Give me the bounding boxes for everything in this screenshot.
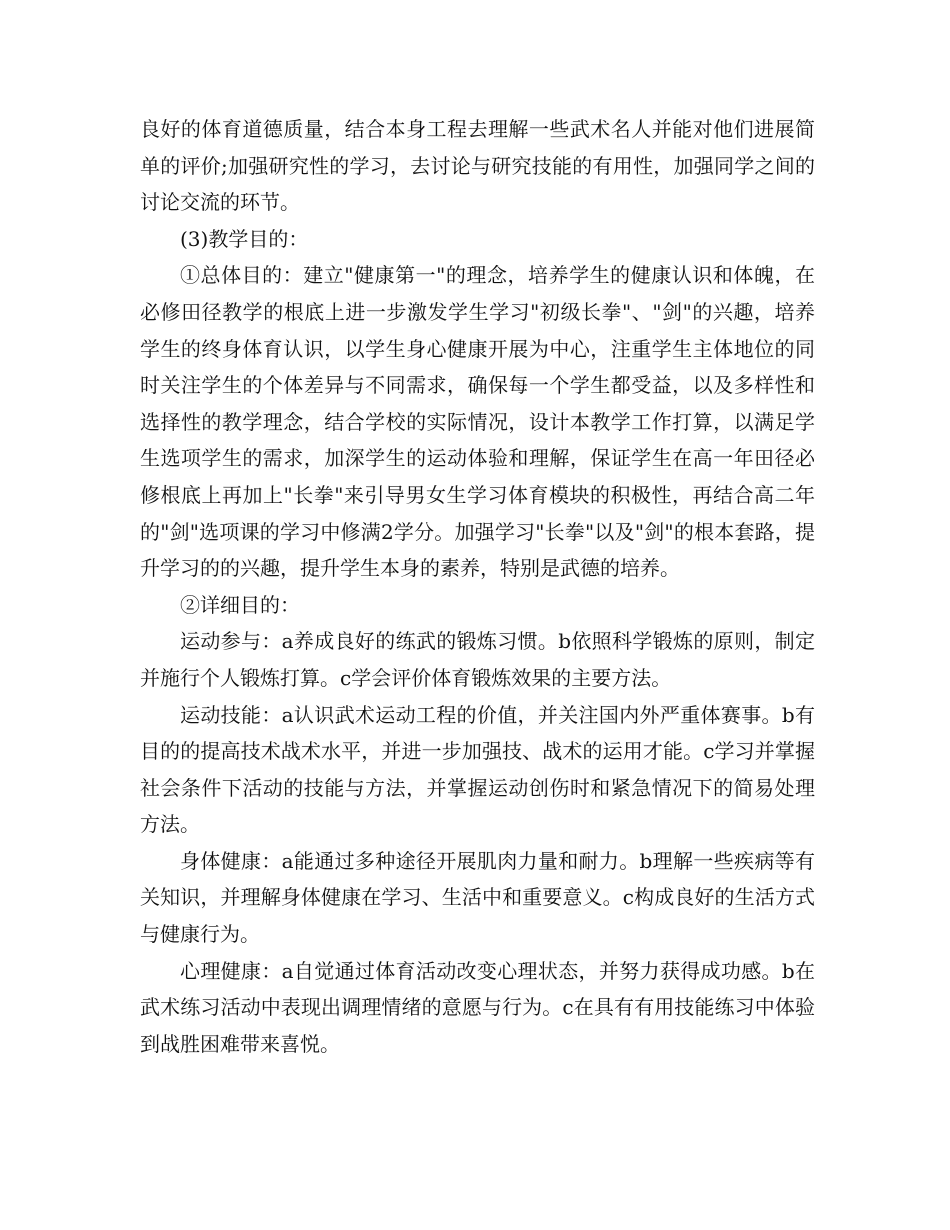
subheading-detailed-goals: ②详细目的： xyxy=(180,592,300,617)
section-heading-teaching-goals: (3)教学目的： xyxy=(180,226,309,251)
paragraph-continuation: 良好的体育道德质量，结合本身工程去理解一些武术名人并能对他们进展简单的评价;加强研究性的学习，去讨论与研究技能的有用性，加强同学之间的讨论交流的环节。 xyxy=(140,117,815,215)
paragraph-physical-health: 身体健康：a能通过多种途径开展肌肉力量和耐力。b理解一些疾病等有关知识，并理解身体健康在学习、生活中和重要意义。c构成良好的生活方式与健康行为。 xyxy=(140,848,815,947)
paragraph-sports-participation: 运动参与：a养成良好的练武的锻炼习惯。b依照科学锻炼的原则，制定并施行个人锻炼打算。c学会评价体育锻炼效果的主要方法。 xyxy=(140,629,815,690)
document-body xyxy=(140,111,815,1062)
paragraph-mental-health: 心理健康：a自觉通过体育活动改变心理状态，并努力获得成功感。b在武术练习活动中表现出调理情绪的意愿与行为。c在具有有用技能练习中体验到战胜困难带来喜悦。 xyxy=(140,958,815,1056)
paragraph-overall-goals: ①总体目的：建立"健康第一"的理念，培养学生的健康认识和体魄，在必修田径教学的根底上进一步激发学生学习"初级长拳"、"剑"的兴趣，培养学生的终身体育认识，以学生身心健康开展为中心，注重学生主体地位的同时关注学生的个体差异与不同需求，确保每一个学生都受益，以及多样性和选择性的教学理念，结合学校的实际情况，设计本教学工作打算，以满足学生选项学生的需求，加深学生的运动体验和理解，保证学生在高一年田径必修根底上再加上"长拳"来引导男女生学习体育模块的积极性，再结合高二年的"剑"选项课的学习中修满2学分。加强学习"长拳"以及"剑"的根本套路，提升学习的的兴趣，提升学生本身的素养，特别是武德的培养。 xyxy=(140,263,815,581)
paragraph-sports-skills: 运动技能：a认识武术运动工程的价值，并关注国内外严重体赛事。b有目的的提高技术战术水平，并进一步加强技、战术的运用才能。c学习并掌握社会条件下活动的技能与方法，并掌握运动创伤时和紧急情况下的简易处理方法。 xyxy=(140,702,815,837)
